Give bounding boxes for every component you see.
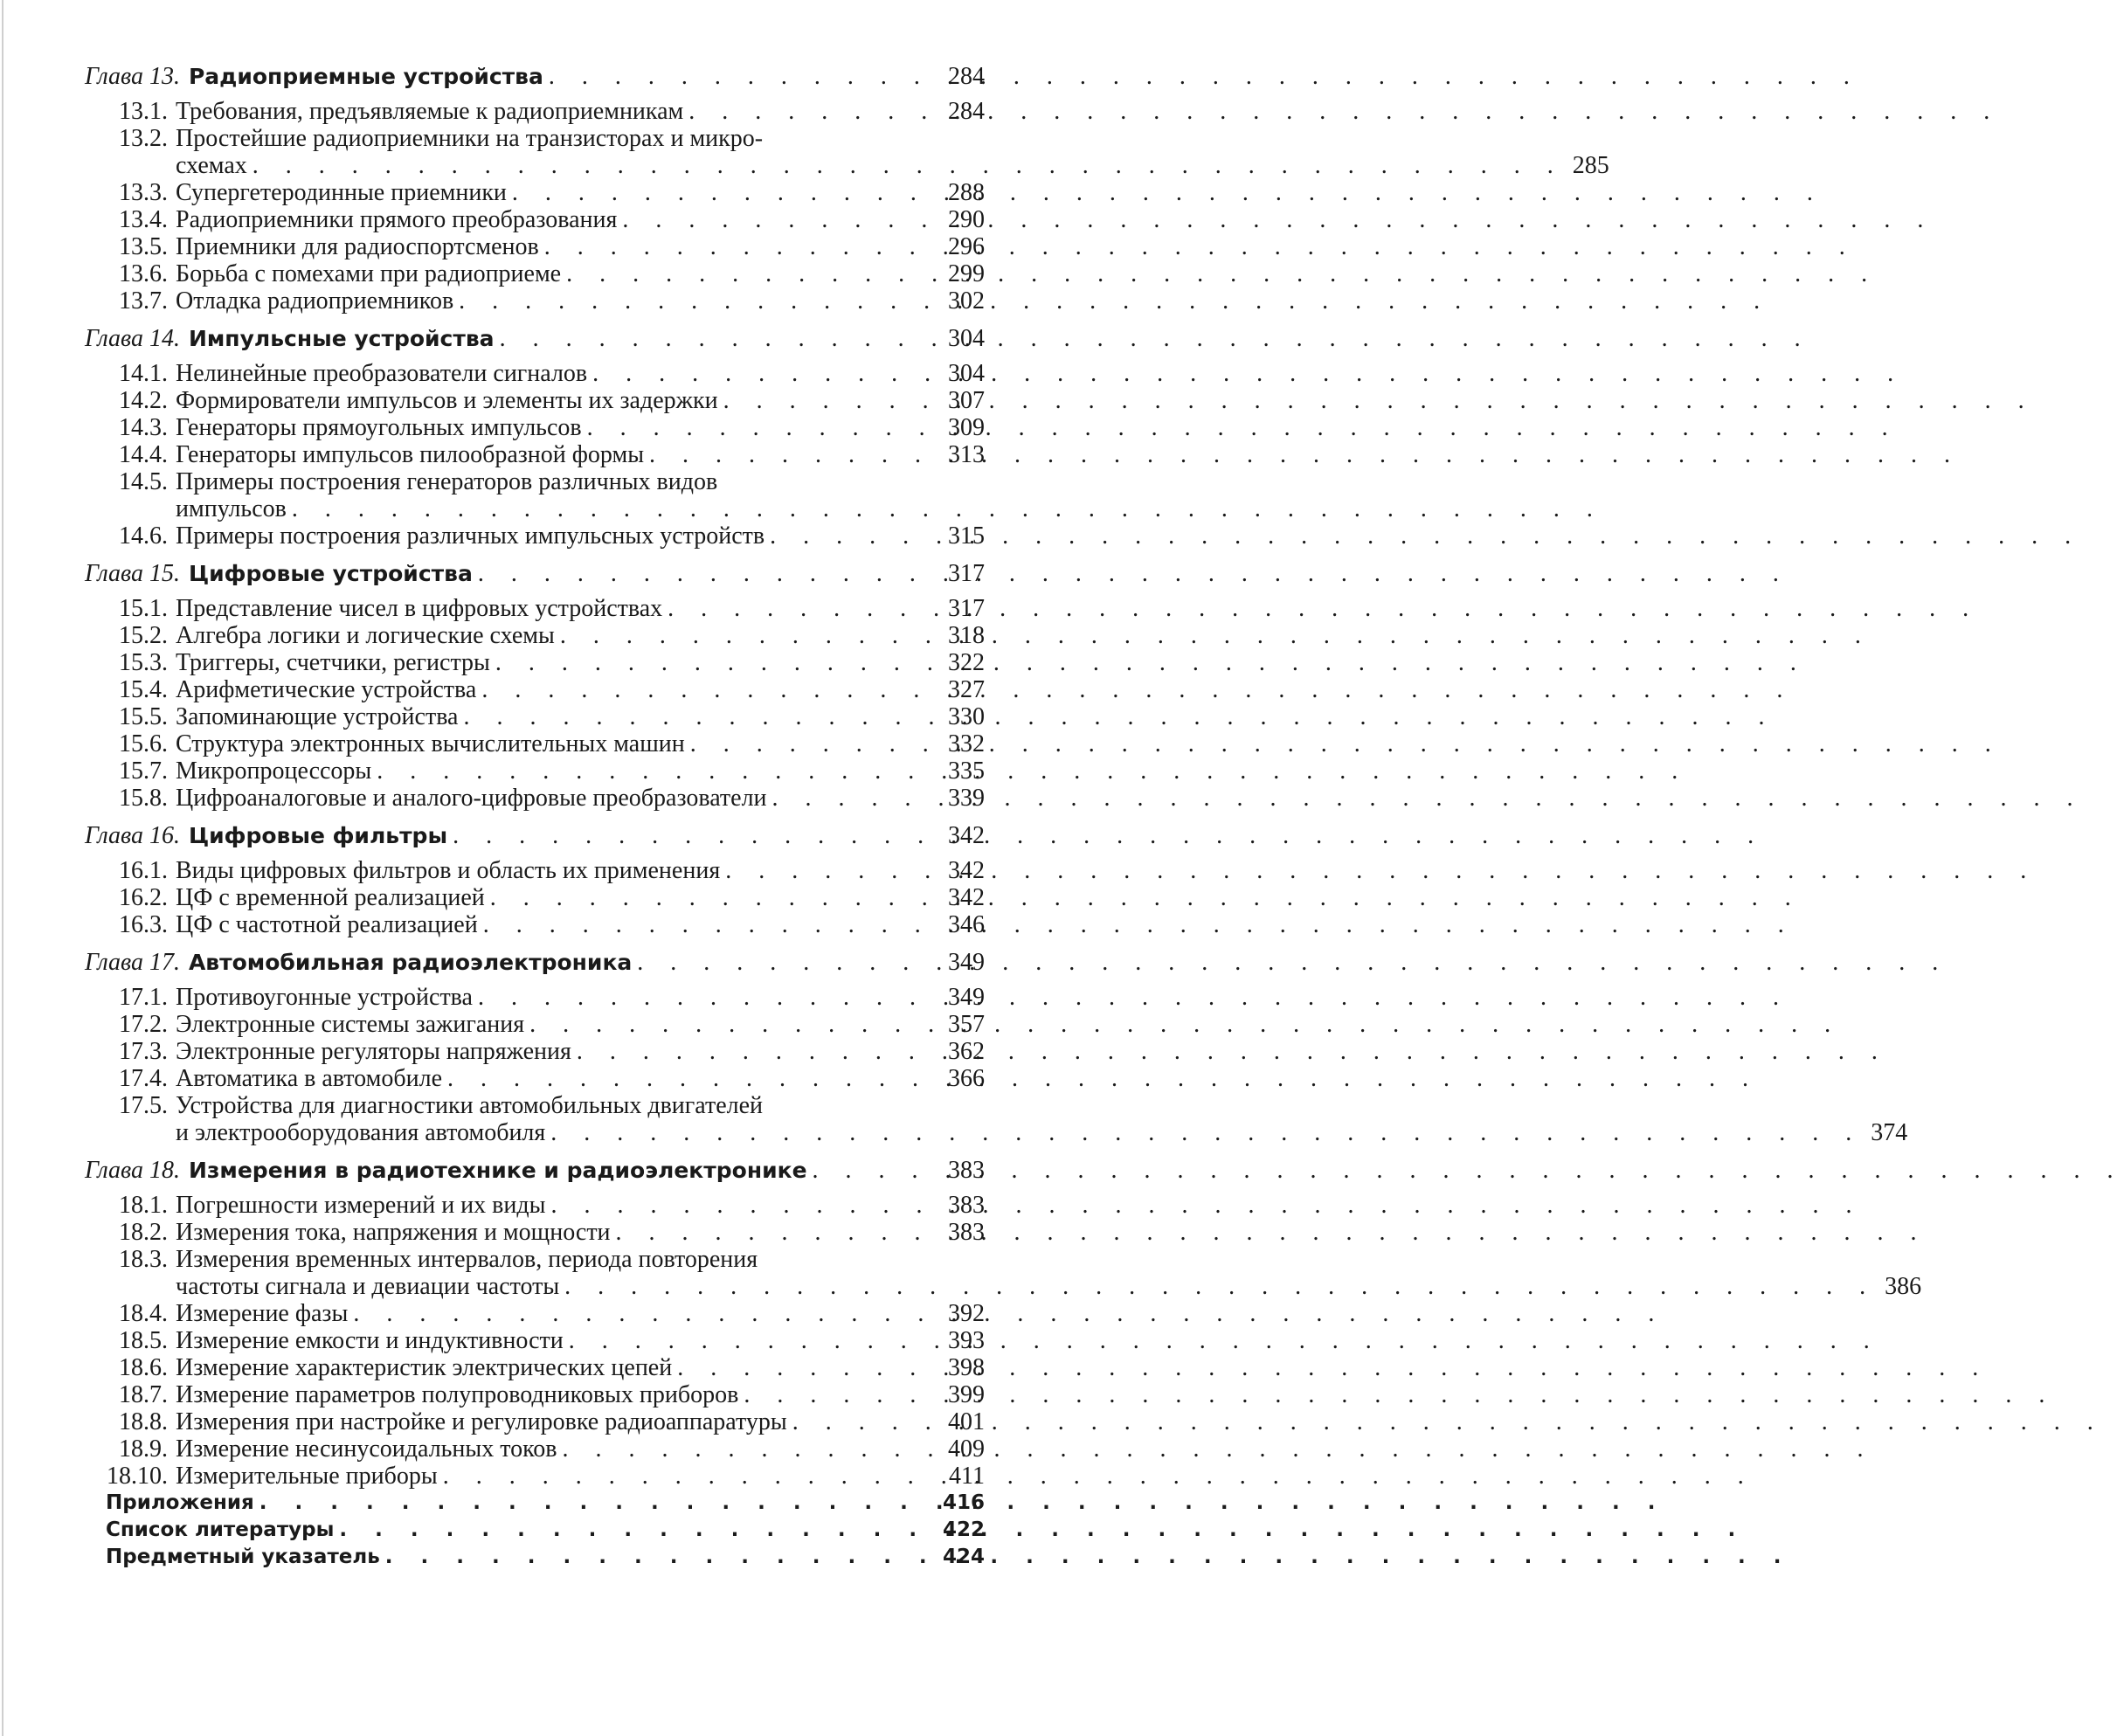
section-title: Отладка радиоприемников [176,287,454,315]
section-title: Структура электронных вычислительных машин [176,730,685,757]
table-of-contents [85,63,1922,1571]
section-title-cont: схемах [176,152,247,179]
section-title: Алгебра логики и логические схемы [176,622,555,649]
dot-leader [459,287,939,315]
page-number: 386 [1885,1273,1922,1300]
section-number: 14.4. [119,441,168,468]
section-title: Приемники для радиоспортсменов [176,233,539,260]
dot-leader [772,785,939,812]
page-number: 401 [948,1408,985,1435]
section-title: Измерение параметров полупроводниковых приборов [176,1381,739,1408]
dot-leader [549,63,939,91]
section-title: Измерения при настройке и регулировке радиоаппаратуры [176,1408,787,1435]
page-number: 315 [948,522,985,550]
section-number: 13.1. [119,98,168,125]
section-title: Противоугонные устройства [176,984,473,1011]
section-entry [85,1327,985,1354]
section-title: Примеры построения различных импульсных устройств [176,522,765,550]
dot-leader [512,179,939,206]
chapter-number: Глава 14. [85,325,180,352]
section-title: Измерения временных интервалов, периода повторения [176,1246,758,1273]
page-number: 383 [948,1219,985,1246]
section-number: 15.6. [119,730,168,757]
dot-leader [495,649,939,676]
section-number: 15.1. [119,595,168,622]
section-number: 14.6. [119,522,168,550]
dot-leader [564,1273,1876,1300]
chapter-title: Цифровые фильтры [188,823,448,848]
section-body [176,1092,1907,1146]
section-number: 18.6. [119,1354,168,1381]
section-number: 13.7. [119,287,168,315]
section-number: 18.2. [119,1219,168,1246]
section-title: Арифметические устройства [176,676,477,703]
page-number: 313 [948,441,985,468]
section-title: Требования, предъявляемые к радиоприемникам [176,98,684,125]
dot-leader [377,757,939,785]
chapter-title: Цифровые устройства [188,561,473,586]
chapter-heading [85,949,985,977]
dot-leader [478,560,939,588]
page-number: 411 [949,1463,985,1490]
dot-leader [259,1490,937,1517]
page-number: 342 [948,857,985,884]
page-number: 366 [948,1065,985,1092]
dot-leader [292,495,1603,522]
section-body [176,468,1649,522]
page-number: 392 [948,1300,985,1327]
section-title: Измерение несинусоидальных токов [176,1435,557,1463]
section-entry [85,1192,985,1219]
section-title: Радиоприемники прямого преобразования [176,206,618,233]
section-number: 18.7. [119,1381,168,1408]
back-matter-entry [85,1517,985,1544]
section-number: 16.3. [119,911,168,938]
dot-leader [481,676,939,703]
section-number: 14.5. [119,468,168,495]
page-number: 339 [948,785,985,812]
chapter-heading [85,560,985,588]
section-entry [85,757,985,785]
section-entry [85,1463,985,1490]
section-title: Измерение характеристик электрических цепей [176,1354,673,1381]
page-number: 330 [948,703,985,730]
page-number: 309 [948,414,985,441]
section-title: Нелинейные преобразователи сигналов [176,360,588,387]
chapter-title: Измерения в радиотехнике и радиоэлектронике [188,1158,807,1183]
page-number: 383 [948,1192,985,1219]
section-title: ЦФ с частотной реализацией [176,911,478,938]
section-entry [85,649,985,676]
section-title-cont: частоты сигнала и девиации частоты [176,1273,560,1300]
section-entry [85,857,985,884]
section-title: Автоматика в автомобиле [176,1065,442,1092]
page-number: 304 [948,360,985,387]
dot-leader [770,522,939,550]
dot-leader [544,233,939,260]
dot-leader [723,387,939,414]
section-entry [85,1038,985,1065]
dot-leader [447,1065,939,1092]
section-title: Виды цифровых фильтров и область их применения [176,857,721,884]
chapter-number: Глава 17. [85,949,180,976]
page-number: 318 [948,622,985,649]
back-matter-title: Список литературы [106,1518,335,1541]
page-number: 290 [948,206,985,233]
page-number: 296 [948,233,985,260]
section-title: ЦФ с временной реализацией [176,884,485,911]
section-number: 14.3. [119,414,168,441]
section-number: 15.7. [119,757,168,785]
page-number: 357 [948,1011,985,1038]
dot-leader [725,857,939,884]
section-number: 17.2. [119,1011,168,1038]
dot-leader [688,98,939,125]
back-matter-title: Приложения [106,1491,254,1514]
dot-leader [813,1157,939,1185]
section-number: 18.3. [119,1246,168,1273]
section-title: Измерительные приборы [176,1463,438,1490]
section-title: Представление чисел в цифровых устройствах [176,595,663,622]
section-number: 16.1. [119,857,168,884]
section-entry [85,1300,985,1327]
page-number: 346 [948,911,985,938]
section-title: Микропроцессоры [176,757,372,785]
section-title: Погрешности измерений и их виды [176,1192,546,1219]
back-matter-entry [85,1490,985,1517]
section-number: 15.4. [119,676,168,703]
section-number: 15.2. [119,622,168,649]
dot-leader [622,206,939,233]
dot-leader [649,441,939,468]
section-entry [85,984,985,1011]
page-number: 362 [948,1038,985,1065]
page-edge-line [2,0,3,1736]
page-number: 416 [942,1491,985,1514]
page-number: 399 [948,1381,985,1408]
chapter-number: Глава 15. [85,560,180,587]
section-entry [85,1354,985,1381]
section-number: 17.5. [119,1092,168,1119]
dot-leader [385,1544,937,1571]
section-entry [85,125,1609,179]
page-number: 285 [1572,152,1609,179]
page-number: 349 [948,949,985,976]
section-title: Цифроаналоговые и аналого-цифровые преобразователи [176,785,767,812]
dot-leader [483,911,939,938]
section-entry [85,360,985,387]
section-title: Формирователи импульсов и элементы их задержки [176,387,718,414]
dot-leader [690,730,939,757]
dot-leader [550,1192,939,1219]
dot-leader [478,984,939,1011]
page-number: 383 [948,1157,985,1184]
section-entry [85,730,985,757]
section-entry [85,387,985,414]
section-entry [85,703,985,730]
dot-leader [500,325,939,353]
chapter-number: Глава 16. [85,822,180,849]
section-title-cont: импульсов [176,495,287,522]
section-number: 14.2. [119,387,168,414]
section-entry [85,1381,985,1408]
section-title: Примеры построения генераторов различных видов [176,468,718,495]
section-entry [85,1219,985,1246]
section-number: 15.8. [119,785,168,812]
section-title: Устройства для диагностики автомобильных двигателей [176,1092,764,1119]
page-number: 349 [948,984,985,1011]
chapter-heading [85,1157,985,1185]
section-number: 17.1. [119,984,168,1011]
chapter-number: Глава 13. [85,63,180,90]
page-number: 374 [1871,1119,1908,1146]
chapter-heading [85,63,985,91]
dot-leader [529,1011,939,1038]
section-entry [85,1408,985,1435]
chapter-heading [85,822,985,850]
section-title: Генераторы прямоугольных импульсов [176,414,582,441]
section-title: Измерения тока, напряжения и мощности [176,1219,611,1246]
dot-leader [453,822,939,850]
dot-leader [560,622,939,649]
section-number: 18.5. [119,1327,168,1354]
page-number: 327 [948,676,985,703]
section-title-continuation [176,152,1609,179]
section-entry [85,414,985,441]
section-title: Борьба с помехами при радиоприеме [176,260,562,287]
chapter-number: Глава 18. [85,1157,180,1184]
page-number: 342 [948,822,985,849]
dot-leader [677,1354,939,1381]
section-title: Измерение емкости и индуктивности [176,1327,564,1354]
section-title-cont: и электрооборудования автомобиля [176,1119,546,1146]
section-entry [85,676,985,703]
section-entry [85,206,985,233]
section-entry [85,179,985,206]
section-number: 16.2. [119,884,168,911]
section-entry [85,441,985,468]
section-number: 13.6. [119,260,168,287]
section-entry [85,233,985,260]
section-number: 18.9. [119,1435,168,1463]
section-title: Супергетеродинные приемники [176,179,507,206]
page-number: 342 [948,884,985,911]
dot-leader [490,884,939,911]
section-body [176,1246,1921,1300]
chapter-title: Радиоприемные устройства [188,64,543,89]
chapter-heading [85,325,985,353]
back-matter-title: Предметный указатель [106,1546,380,1568]
dot-leader [587,414,939,441]
section-entry [85,622,985,649]
section-title: Простейшие радиоприемники на транзисторах и микро- [176,125,764,152]
page-number: 335 [948,757,985,785]
dot-leader [353,1300,939,1327]
section-number: 15.5. [119,703,168,730]
page-number: 299 [948,260,985,287]
page-number: 288 [948,179,985,206]
page-number: 398 [948,1354,985,1381]
section-body [176,125,1609,179]
page-number: 409 [948,1435,985,1463]
page-number: 317 [948,560,985,587]
page-number: 393 [948,1327,985,1354]
section-number: 15.3. [119,649,168,676]
chapter-title: Автомобильная радиоэлектроника [188,950,633,975]
section-title-continuation [176,1119,1907,1146]
section-entry [85,1246,1922,1300]
section-entry [85,1011,985,1038]
dot-leader [550,1119,1862,1146]
dot-leader [637,949,939,977]
dot-leader [566,260,939,287]
section-entry [85,1092,1908,1146]
dot-leader [668,595,939,622]
dot-leader [339,1517,937,1544]
dot-leader [569,1327,939,1354]
section-number: 17.4. [119,1065,168,1092]
dot-leader [592,360,939,387]
section-entry [85,522,985,550]
section-entry [85,1065,985,1092]
section-number: 18.10. [107,1463,168,1490]
dot-leader [577,1038,939,1065]
section-entry [85,287,985,315]
section-entry [85,260,985,287]
section-number: 17.3. [119,1038,168,1065]
section-number: 18.8. [119,1408,168,1435]
section-number: 18.4. [119,1300,168,1327]
section-title: Электронные системы зажигания [176,1011,525,1038]
section-number: 13.2. [119,125,168,152]
dot-leader [563,1435,939,1463]
back-matter-entry [85,1544,985,1571]
page-number: 284 [948,63,985,90]
section-title: Триггеры, счетчики, регистры [176,649,490,676]
section-title: Генераторы импульсов пилообразной формы [176,441,645,468]
page-number: 322 [948,649,985,676]
dot-leader [253,152,1564,179]
section-title: Электронные регуляторы напряжения [176,1038,571,1065]
dot-leader [744,1381,939,1408]
section-entry [85,884,985,911]
section-entry [85,1435,985,1463]
page-number: 284 [948,98,985,125]
dot-leader [616,1219,939,1246]
section-entry [85,98,985,125]
chapter-title: Импульсные устройства [188,326,495,351]
section-number: 13.5. [119,233,168,260]
dot-leader [463,703,939,730]
dot-leader [443,1463,939,1490]
page-number: 302 [948,287,985,315]
section-number: 14.1. [119,360,168,387]
dot-leader [792,1408,939,1435]
section-entry [85,468,985,522]
section-number: 18.1. [119,1192,168,1219]
section-number: 13.4. [119,206,168,233]
section-entry [85,595,985,622]
section-entry [85,911,985,938]
section-title-continuation [176,1273,1921,1300]
section-title-continuation [176,495,1649,522]
section-title: Измерение фазы [176,1300,349,1327]
section-number: 13.3. [119,179,168,206]
page-number: 307 [948,387,985,414]
page-number: 422 [942,1518,985,1541]
page-number: 332 [948,730,985,757]
section-entry [85,785,985,812]
page-number: 317 [948,595,985,622]
section-title: Запоминающие устройства [176,703,459,730]
page-number: 304 [948,325,985,352]
page-number: 424 [942,1546,985,1568]
